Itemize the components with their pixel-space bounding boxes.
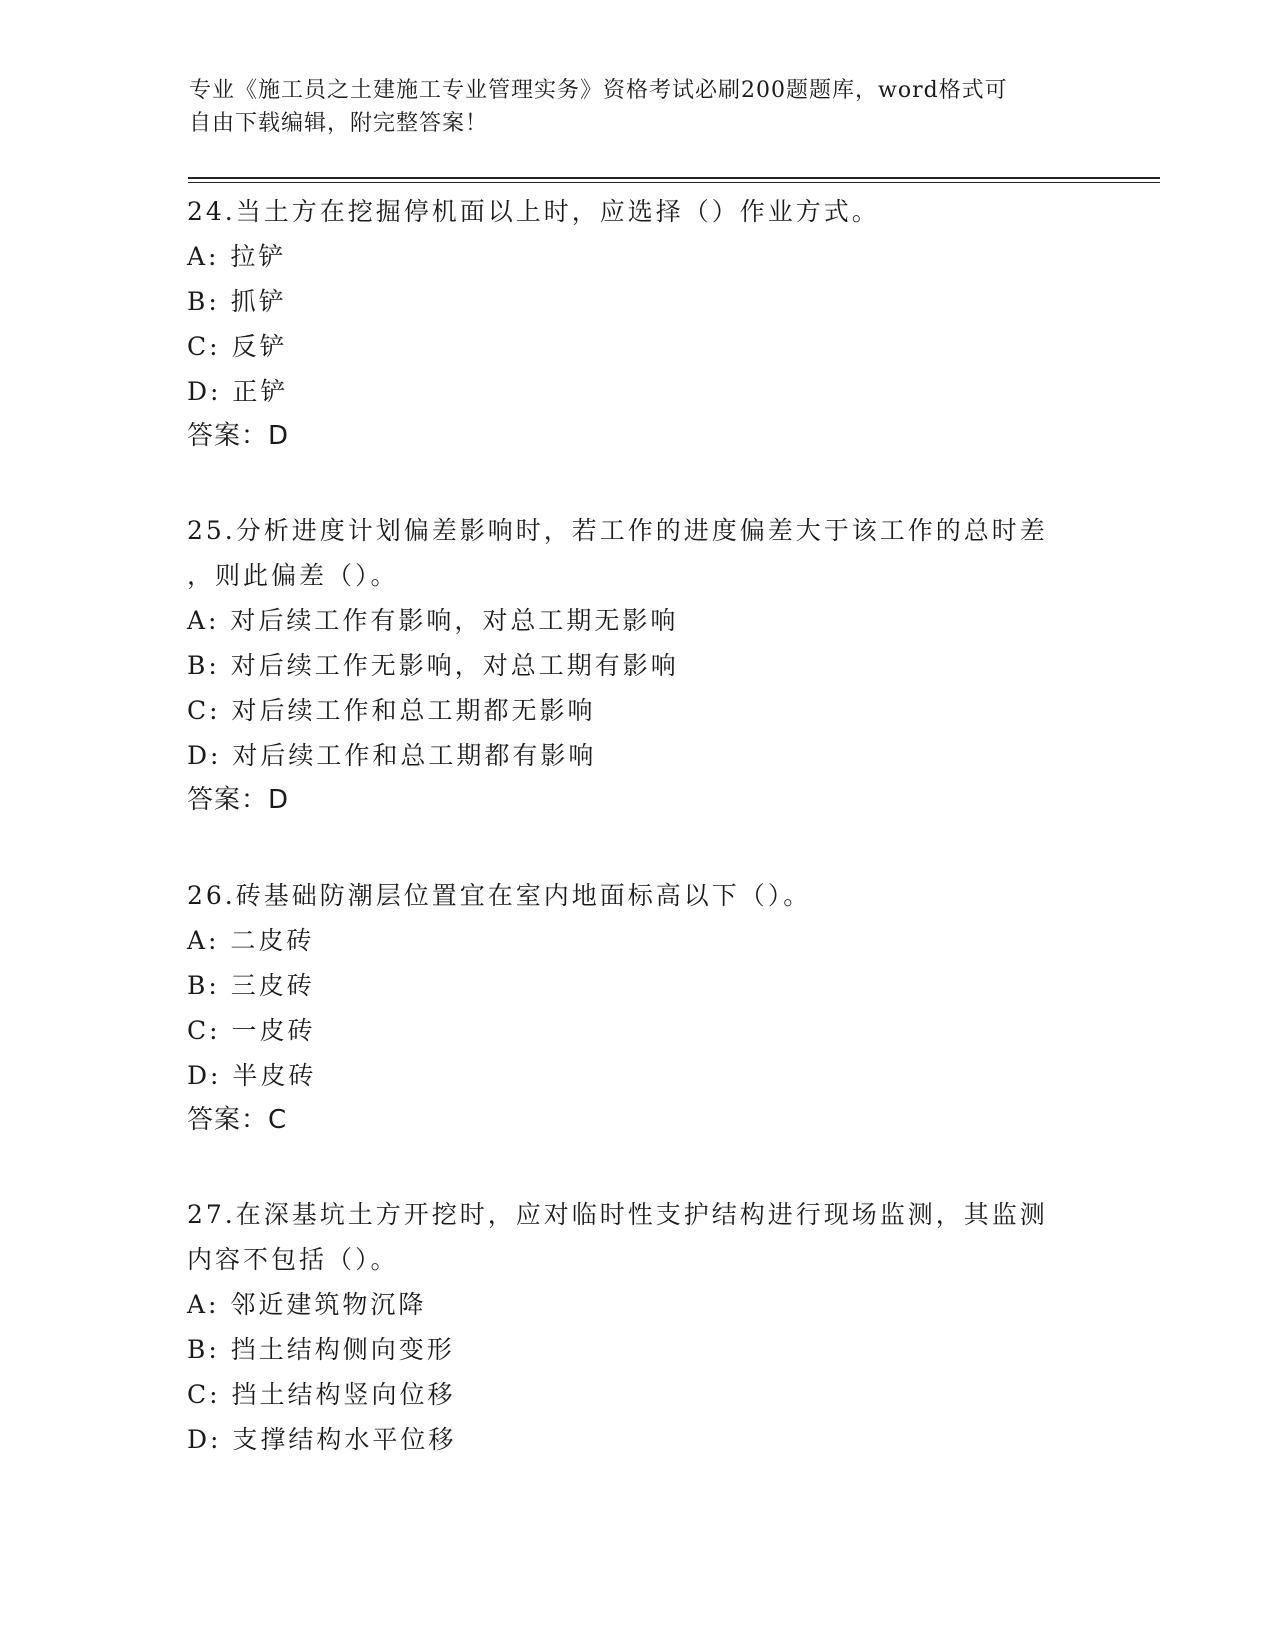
option-b: B: 对后续工作无影响，对总工期有影响 [187, 651, 679, 680]
question-stem-continued: ，则此偏差（）。 [187, 561, 399, 590]
question-stem-continued: 内容不包括（）。 [187, 1245, 399, 1274]
option-a: A: 拉铲 [187, 242, 287, 271]
document-header [189, 74, 1089, 140]
question-stem: 25.分析进度计划偏差影响时，若工作的进度偏差大于该工作的总时差 [187, 516, 1048, 545]
question-27 [187, 1192, 1087, 1462]
question-stem: 26.砖基础防潮层位置宜在室内地面标高以下（）。 [187, 881, 812, 910]
option-a: A: 二皮砖 [187, 926, 315, 955]
question-stem: 27.在深基坑土方开挖时，应对临时性支护结构进行现场监测，其监测 [187, 1200, 1048, 1229]
header-divider-thin [188, 182, 1160, 183]
question-stem: 24.当土方在挖掘停机面以上时，应选择（）作业方式。 [187, 197, 880, 226]
option-c: C: 反铲 [187, 332, 288, 361]
question-25 [187, 508, 1087, 823]
option-d: D: 正铲 [187, 377, 289, 406]
option-c: C: 挡土结构竖向位移 [187, 1380, 456, 1409]
option-d: D: 半皮砖 [187, 1061, 317, 1090]
option-b: B: 挡土结构侧向变形 [187, 1335, 455, 1364]
header-divider-thick [188, 177, 1160, 179]
option-d: D: 对后续工作和总工期都有影响 [187, 741, 597, 770]
option-b: B: 抓铲 [187, 287, 287, 316]
answer: 答案：D [187, 421, 290, 451]
answer: 答案：D [187, 785, 290, 815]
option-d: D: 支撑结构水平位移 [187, 1425, 457, 1454]
question-26 [187, 873, 1087, 1143]
question-24 [187, 189, 1087, 459]
header-line-1: 专业《施工员之土建施工专业管理实务》资格考试必刷200题题库，word格式可 [189, 78, 1008, 103]
answer: 答案：C [187, 1105, 288, 1135]
header-line-2: 自由下载编辑，附完整答案！ [189, 111, 489, 136]
option-a: A: 邻近建筑物沉降 [187, 1290, 427, 1319]
option-b: B: 三皮砖 [187, 971, 315, 1000]
option-a: A: 对后续工作有影响，对总工期无影响 [187, 606, 679, 635]
option-c: C: 对后续工作和总工期都无影响 [187, 696, 596, 725]
option-c: C: 一皮砖 [187, 1016, 316, 1045]
